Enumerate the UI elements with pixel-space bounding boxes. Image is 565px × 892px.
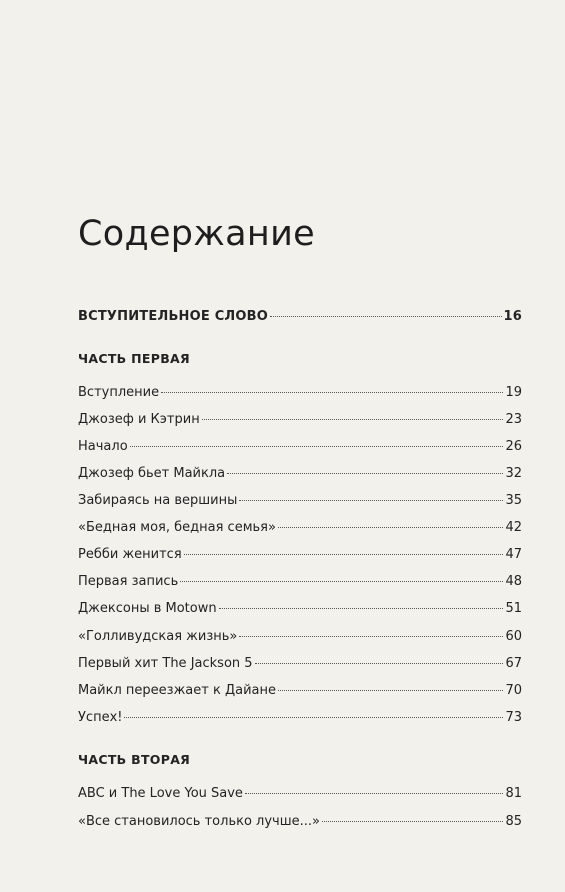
toc-entry-label: Джексоны в Motown — [78, 601, 217, 616]
toc-entry-page: 51 — [505, 601, 522, 616]
toc-entry — [78, 547, 522, 563]
toc-entry-label: Джозеф и Кэтрин — [78, 412, 200, 427]
toc-entry-label: Начало — [78, 439, 128, 454]
page-title: Содержание — [78, 214, 315, 254]
toc-entry-page: 70 — [505, 683, 522, 698]
toc-entry — [78, 439, 522, 455]
dot-leader — [124, 717, 503, 718]
dot-leader — [239, 636, 503, 637]
toc-entry — [78, 385, 522, 401]
toc-entry-page: 42 — [505, 520, 522, 535]
toc-entry — [78, 629, 522, 645]
toc-entry-label: Ребби женится — [78, 547, 182, 562]
toc-entry-label: Забираясь на вершины — [78, 493, 238, 508]
dot-leader — [278, 527, 504, 528]
part-two-heading: ЧАСТЬ ВТОРАЯ — [78, 752, 191, 767]
toc-entry — [78, 683, 522, 699]
toc-entry-label: Вступление — [78, 385, 160, 400]
toc-entry-label: Майкл переезжает к Дайане — [78, 683, 276, 698]
dot-leader — [227, 473, 503, 474]
toc-entry — [78, 493, 522, 509]
dot-leader — [270, 316, 501, 317]
toc-entry — [78, 786, 522, 802]
toc-entry-page: 26 — [505, 439, 522, 454]
toc-entry-label: ABC и The Love You Save — [78, 786, 243, 801]
toc-entry-label: Джозеф бьет Майкла — [78, 466, 226, 481]
dot-leader — [322, 821, 503, 822]
toc-entry-page: 81 — [505, 786, 522, 801]
toc-entry-label: ВСТУПИТЕЛЬНОЕ СЛОВО — [78, 309, 269, 324]
dot-leader — [219, 608, 504, 609]
toc-entry — [78, 710, 522, 726]
toc-entry — [78, 466, 522, 482]
toc-entry-label: «Голливудская жизнь» — [78, 629, 238, 644]
toc-entry-page: 23 — [505, 412, 522, 427]
toc-entry — [78, 412, 522, 428]
toc-entry-page: 60 — [505, 629, 522, 644]
toc-entry-page: 67 — [505, 656, 522, 671]
dot-leader — [278, 690, 503, 691]
dot-leader — [245, 793, 504, 794]
dot-leader — [202, 419, 504, 420]
toc-entry-label: Первый хит The Jackson 5 — [78, 656, 253, 671]
toc-entry-page: 35 — [505, 493, 522, 508]
toc-entry-label: Первая запись — [78, 574, 179, 589]
dot-leader — [180, 581, 503, 582]
toc-entry-label: «Все становилось только лучше...» — [78, 814, 320, 829]
dot-leader — [161, 392, 503, 393]
part-one-heading: ЧАСТЬ ПЕРВАЯ — [78, 351, 190, 366]
dot-leader — [130, 446, 504, 447]
toc-entry-label: Успех! — [78, 710, 123, 725]
toc-entry-page: 19 — [505, 385, 522, 400]
toc-entry — [78, 814, 522, 830]
toc-entry-page: 48 — [505, 574, 522, 589]
toc-entry-page: 47 — [505, 547, 522, 562]
toc-entry-page: 16 — [503, 309, 522, 324]
dot-leader — [255, 663, 504, 664]
toc-entry-page: 73 — [505, 710, 522, 725]
dot-leader — [239, 500, 503, 501]
dot-leader — [184, 554, 504, 555]
toc-entry — [78, 574, 522, 590]
toc-entry-page: 32 — [505, 466, 522, 481]
toc-entry — [78, 520, 522, 536]
toc-entry-intro — [78, 309, 522, 325]
toc-entry-page: 85 — [505, 814, 522, 829]
toc-entry — [78, 601, 522, 617]
toc-entry-label: «Бедная моя, бедная семья» — [78, 520, 276, 535]
toc-entry — [78, 656, 522, 672]
